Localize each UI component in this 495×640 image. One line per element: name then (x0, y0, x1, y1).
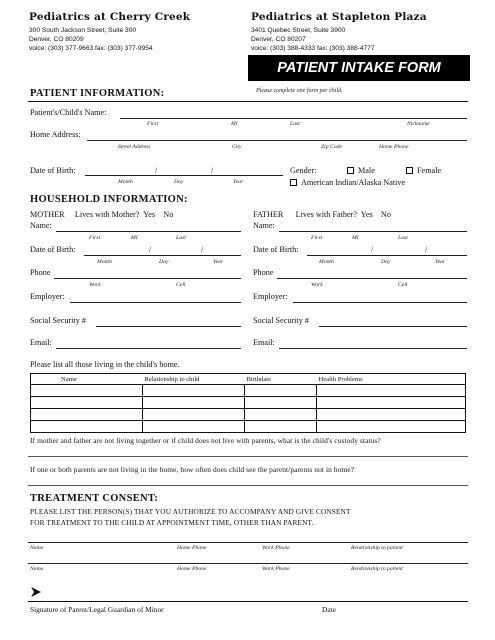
table-cell[interactable] (245, 385, 317, 397)
signature-label: Signature of Parent/Legal Guardian of Minor (30, 605, 164, 614)
table-cell[interactable] (143, 397, 245, 409)
caption-month: Month (97, 259, 112, 265)
household-table (30, 373, 466, 433)
table-cell[interactable] (143, 385, 245, 397)
table-cell[interactable] (245, 409, 317, 421)
gender-female-option[interactable] (406, 166, 441, 175)
caption-day: Day (159, 259, 169, 265)
caption-work-phone: Work Phone (262, 566, 290, 572)
patient-dob-field[interactable] (85, 175, 283, 176)
mother-title: MOTHER (30, 210, 65, 219)
mother-phone-field[interactable] (54, 278, 241, 279)
table-row (31, 421, 466, 433)
father-yes[interactable]: Yes (360, 210, 373, 219)
office-city: Denver, CO 80207 (251, 36, 306, 43)
mother-heading (30, 210, 173, 219)
mother-dob-field[interactable] (84, 255, 241, 256)
mother-email-field[interactable] (56, 348, 241, 349)
signature-field[interactable] (28, 601, 468, 602)
father-title: FATHER (253, 210, 284, 219)
caption-city: City (232, 144, 242, 150)
column-header-relationship: Relationship to child (143, 374, 245, 385)
caption-cell: Cell (398, 282, 408, 288)
mother-yes[interactable]: Yes (143, 210, 156, 219)
father-email-label: Email: (253, 338, 275, 347)
caption-name: Name (30, 566, 44, 572)
office-name-cherry-creek: Pediatrics at Cherry Creek (29, 11, 191, 23)
table-cell[interactable] (317, 421, 466, 433)
father-employer-field[interactable] (293, 302, 467, 303)
caption-mi: MI (231, 121, 238, 127)
table-row (31, 409, 466, 421)
custody-answer-field[interactable] (28, 456, 468, 457)
table-cell[interactable] (245, 397, 317, 409)
household-heading: HOUSEHOLD INFORMATION: (30, 194, 188, 205)
sign-here-arrow-icon (30, 586, 42, 598)
table-cell[interactable] (31, 409, 143, 421)
caption-last: Last (176, 235, 186, 241)
patient-name-field[interactable] (120, 118, 467, 119)
column-header-health: Health Problems (317, 374, 466, 385)
caption-day: Day (381, 259, 391, 265)
father-no[interactable]: No (380, 210, 391, 219)
mother-ssn-field[interactable] (96, 326, 241, 327)
gender-female-text: Female (417, 166, 442, 175)
mother-email-label: Email: (30, 338, 52, 347)
household-list-prompt: Please list all those living in the child's home. (30, 360, 180, 369)
father-phone-field[interactable] (277, 278, 467, 279)
patient-info-heading: PATIENT INFORMATION: (30, 88, 165, 99)
patient-dob-label: Date of Birth: (30, 166, 76, 175)
office-contact: voice: (303) 388-4333 fax: (303) 388-4777 (251, 45, 375, 52)
consent-text-line2: FOR TREATMENT TO THE CHILD AT APPOINTMENT TIME, OTHER THAN PARENT. (30, 518, 314, 527)
patient-name-label: Patient's/Child's Name: (30, 108, 107, 117)
consent-person-1-field[interactable] (28, 542, 468, 543)
caption-relationship: Relationship to patient (351, 545, 403, 551)
gender-male-option[interactable] (347, 166, 375, 175)
lives-with-mother: Lives with Mother? (74, 210, 140, 219)
father-name-label: Name: (253, 221, 275, 230)
mother-dob-label: Date of Birth: (30, 245, 76, 254)
mother-name-field[interactable] (56, 231, 241, 232)
table-row (31, 385, 466, 397)
table-cell[interactable] (143, 409, 245, 421)
caption-day: Day (174, 179, 184, 185)
ethnicity-option[interactable] (290, 178, 405, 187)
table-cell[interactable] (31, 397, 143, 409)
caption-work-phone: Work Phone (262, 545, 290, 551)
caption-year: Year (213, 259, 224, 265)
home-address-field[interactable] (87, 140, 467, 141)
office-city: Denver, CO 80209 (29, 36, 84, 43)
table-cell[interactable] (317, 397, 466, 409)
table-cell[interactable] (143, 421, 245, 433)
caption-first: First (147, 121, 159, 127)
gender-male-text: Male (358, 166, 375, 175)
father-name-field[interactable] (279, 231, 467, 232)
ethnicity-text: American Indian/Alaska Native (301, 178, 406, 187)
visit-answer-field[interactable] (28, 485, 468, 486)
mother-phone-label: Phone (30, 268, 51, 277)
column-header-name: Name (31, 374, 143, 385)
caption-first: First (89, 235, 101, 241)
caption-zip: Zip Code (321, 144, 343, 150)
father-phone-label: Phone (253, 268, 274, 277)
table-header-row (31, 374, 466, 385)
office-address: 300 South Jackson Street, Suite 300 (29, 27, 137, 34)
dob-slash: / (149, 245, 152, 254)
caption-last: Last (290, 121, 300, 127)
father-employer-label: Employer: (253, 292, 288, 301)
consent-text-line1: PLEASE LIST THE PERSON(S) THAT YOU AUTHORIZE TO ACCOMPANY AND GIVE CONSENT (30, 507, 351, 516)
caption-home-phone: Home Phone (177, 545, 207, 551)
mother-ssn-label: Social Security # (30, 316, 86, 325)
caption-mi: MI (352, 235, 359, 241)
mother-employer-field[interactable] (70, 302, 241, 303)
dob-slash: / (371, 245, 374, 254)
father-dob-field[interactable] (307, 255, 467, 256)
caption-street: Street Address (118, 144, 151, 150)
form-title-banner: PATIENT INTAKE FORM (248, 55, 470, 81)
caption-name: Name (30, 545, 44, 551)
caption-first: First (311, 235, 323, 241)
checkbox-icon[interactable] (347, 167, 354, 174)
caption-home-phone: Home Phone (379, 144, 409, 150)
one-form-note: Please complete one form per child. (256, 88, 343, 94)
table-cell[interactable] (245, 421, 317, 433)
mother-no[interactable]: No (163, 210, 174, 219)
date-label: Date (322, 605, 336, 614)
father-ssn-field[interactable] (319, 326, 467, 327)
table-cell[interactable] (317, 409, 466, 421)
home-address-label: Home Address: (30, 130, 81, 139)
caption-last: Last (398, 235, 408, 241)
office-name-stapleton: Pediatrics at Stapleton Plaza (251, 11, 427, 23)
office-contact: voice: (303) 377-9663 fax: (303) 377-9954 (29, 45, 153, 52)
caption-cell: Cell (176, 282, 186, 288)
caption-home-phone: Home Phone (177, 566, 207, 572)
table-cell[interactable] (31, 385, 143, 397)
column-header-birthdate: Birthdate (245, 374, 317, 385)
checkbox-icon[interactable] (406, 167, 413, 174)
caption-work: Work (89, 282, 101, 288)
office-address: 3401 Quebec Street, Suite 3900 (251, 27, 346, 34)
father-dob-label: Date of Birth: (253, 245, 299, 254)
father-email-field[interactable] (279, 348, 467, 349)
gender-label: Gender: (290, 166, 317, 175)
caption-year: Year (233, 179, 244, 185)
caption-month: Month (319, 259, 334, 265)
table-row (31, 397, 466, 409)
dob-slash: / (201, 245, 204, 254)
mother-name-label: Name: (30, 221, 52, 230)
caption-month: Month (118, 179, 133, 185)
dob-slash: / (425, 245, 428, 254)
dob-slash: / (211, 166, 214, 175)
caption-nickname: Nickname (407, 121, 430, 127)
section-rule (28, 101, 468, 102)
custody-question: If mother and father are not living together or if child does not live with parents, what is the child's custody status? (30, 436, 381, 445)
caption-mi: MI (131, 235, 138, 241)
mother-employer-label: Employer: (30, 292, 65, 301)
consent-person-2-field[interactable] (28, 563, 468, 564)
caption-year: Year (435, 259, 446, 265)
table-cell[interactable] (31, 421, 143, 433)
father-heading (253, 210, 391, 219)
lives-with-father: Lives with Father? (295, 210, 357, 219)
visit-question: If one or both parents are not living in the home, how often does child see the parent/parents not in home? (30, 465, 355, 474)
caption-work: Work (311, 282, 323, 288)
caption-relationship: Relationship to patient (351, 566, 403, 572)
father-ssn-label: Social Security # (253, 316, 309, 325)
dob-slash: / (155, 166, 158, 175)
table-cell[interactable] (317, 385, 466, 397)
consent-heading: TREATMENT CONSENT: (30, 493, 159, 504)
checkbox-icon[interactable] (290, 179, 297, 186)
